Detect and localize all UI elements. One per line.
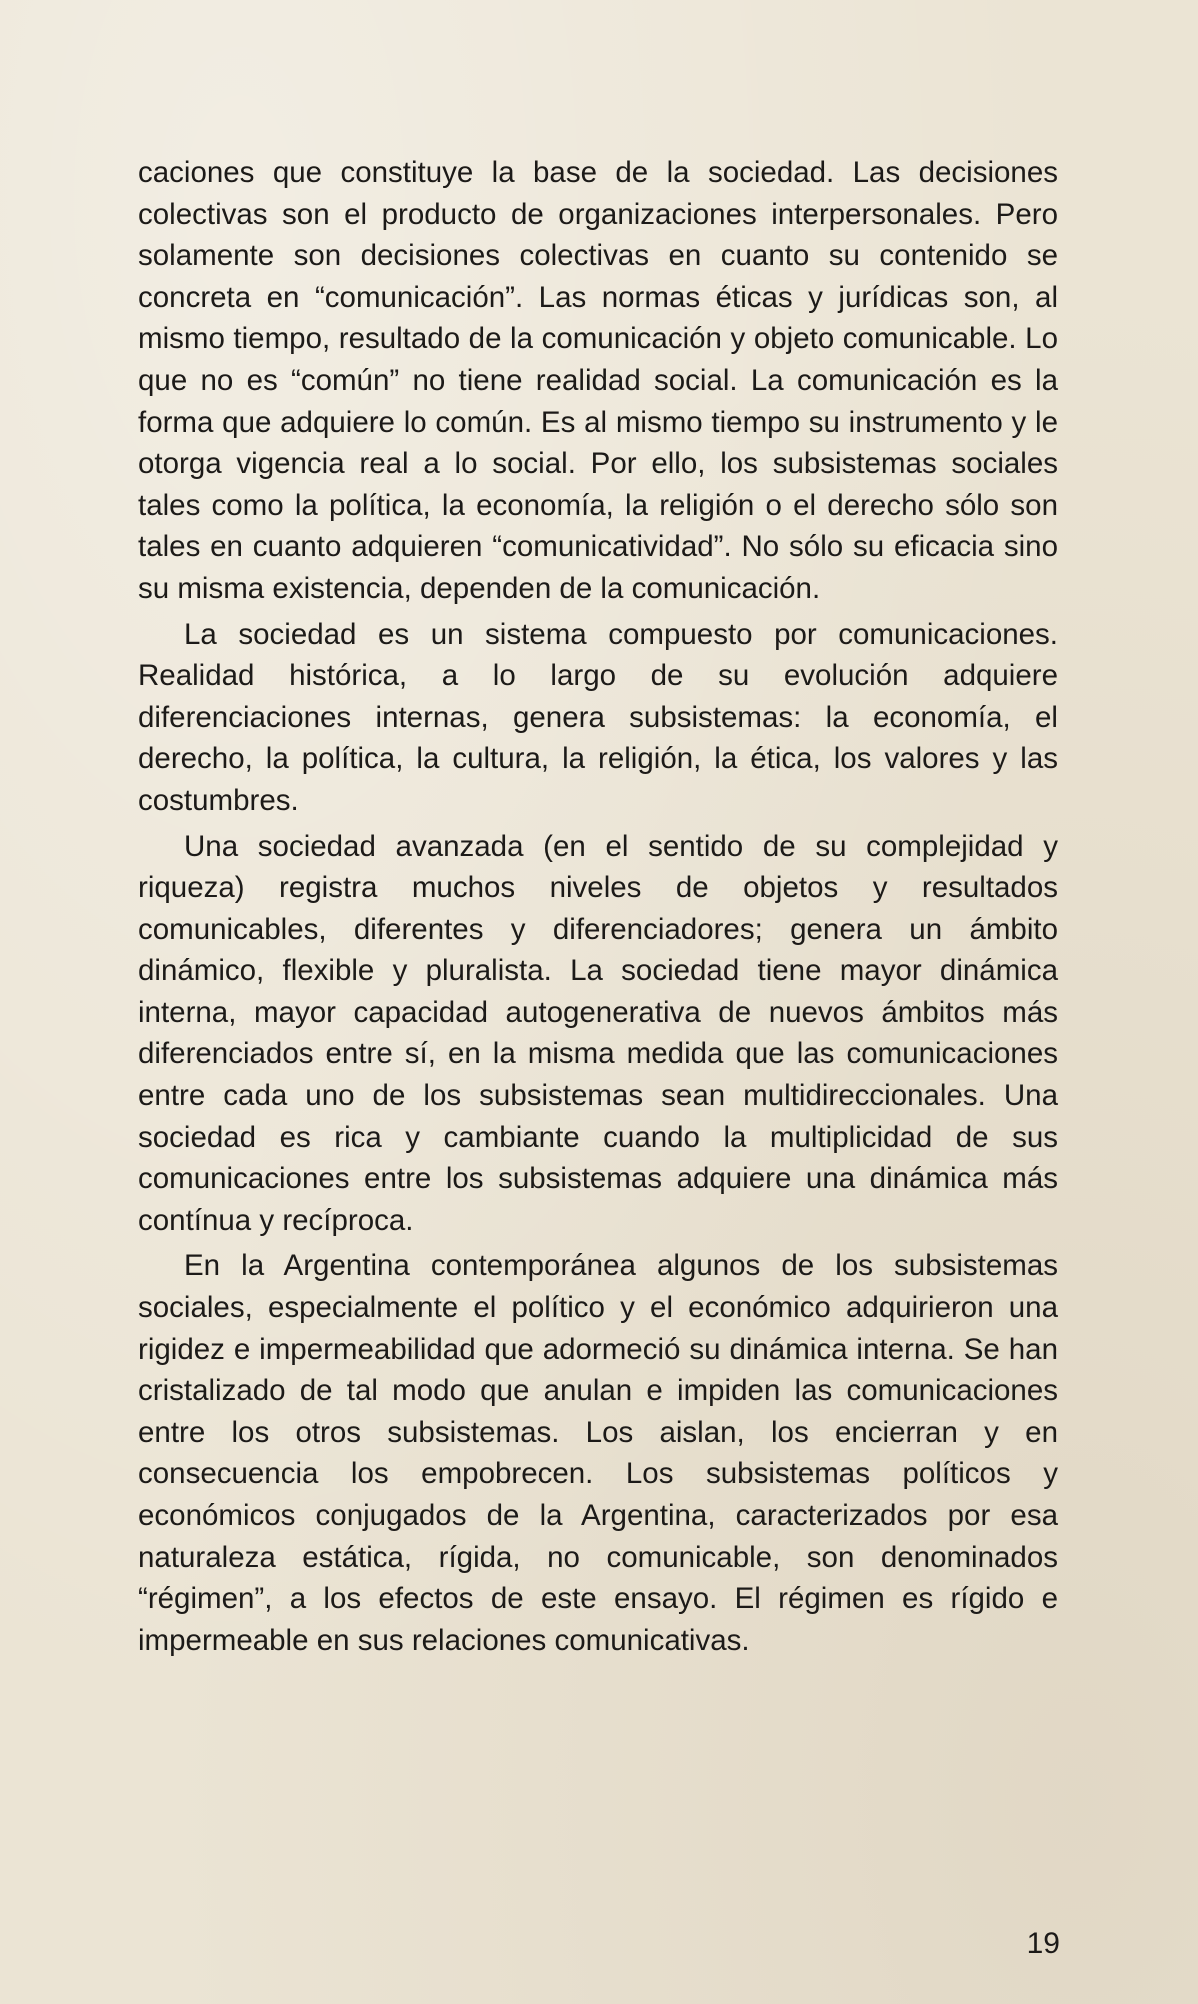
paragraph-4: En la Argentina contemporánea algunos de los subsistemas sociales, especialmente el político y el económico adquirieron una rigidez e impermeabilidad que adormeció su dinámica interna. Se han cristalizado de tal modo que anulan e impiden las comunicaciones entre los otros subsistemas. Los aislan, los encierran y en consecuencia los empobrecen. Los subsistemas políticos y económicos conjugados de la Argentina, caracterizados por esa naturaleza estática, rígida, no comunicable, son denominados “régimen”, a los efectos de este ensayo. El régimen es rígido e impermeable en sus relaciones comunicativas. [138, 1249, 1058, 1657]
page-number: 19 [1026, 1927, 1060, 1960]
paragraph-1: caciones que constituye la base de la sociedad. Las decisiones colectivas son el producto de organizaciones interpersonales. Pero solamente son decisiones colectivas en cuanto su contenido se concreta en “comunicación”. Las normas éticas y jurídicas son, al mismo tiempo, resultado de la comunicación y objeto comunicable. Lo que no es “común” no tiene realidad social. La comunicación es la forma que adquiere lo común. Es al mismo tiempo su instrumento y le otorga vigencia real a lo social. Por ello, los subsistemas sociales tales como la política, la economía, la religión o el derecho sólo son tales en cuanto adquieren “comunicatividad”. No sólo su eficacia sino su misma existencia, dependen de la comunicación. [138, 156, 1058, 605]
body-text [138, 152, 1058, 1661]
paragraph-3: Una sociedad avanzada (en el sentido de su complejidad y riqueza) registra muchos niveles de objetos y resultados comunicables, diferentes y diferenciadores; genera un ámbito dinámico, flexible y pluralista. La sociedad tiene mayor dinámica interna, mayor capacidad autogenerativa de nuevos ámbitos más diferenciados entre sí, en la misma medida que las comunicaciones entre cada uno de los subsistemas sean multidireccionales. Una sociedad es rica y cambiante cuando la multiplicidad de sus comunicaciones entre los subsistemas adquiere una dinámica más contínua y recíproca. [138, 829, 1058, 1237]
paragraph-2: La sociedad es un sistema compuesto por comunicaciones. Realidad histórica, a lo largo de su evolución adquiere diferenciaciones internas, genera subsistemas: la economía, el derecho, la política, la cultura, la religión, la ética, los valores y las costumbres. [138, 617, 1058, 817]
